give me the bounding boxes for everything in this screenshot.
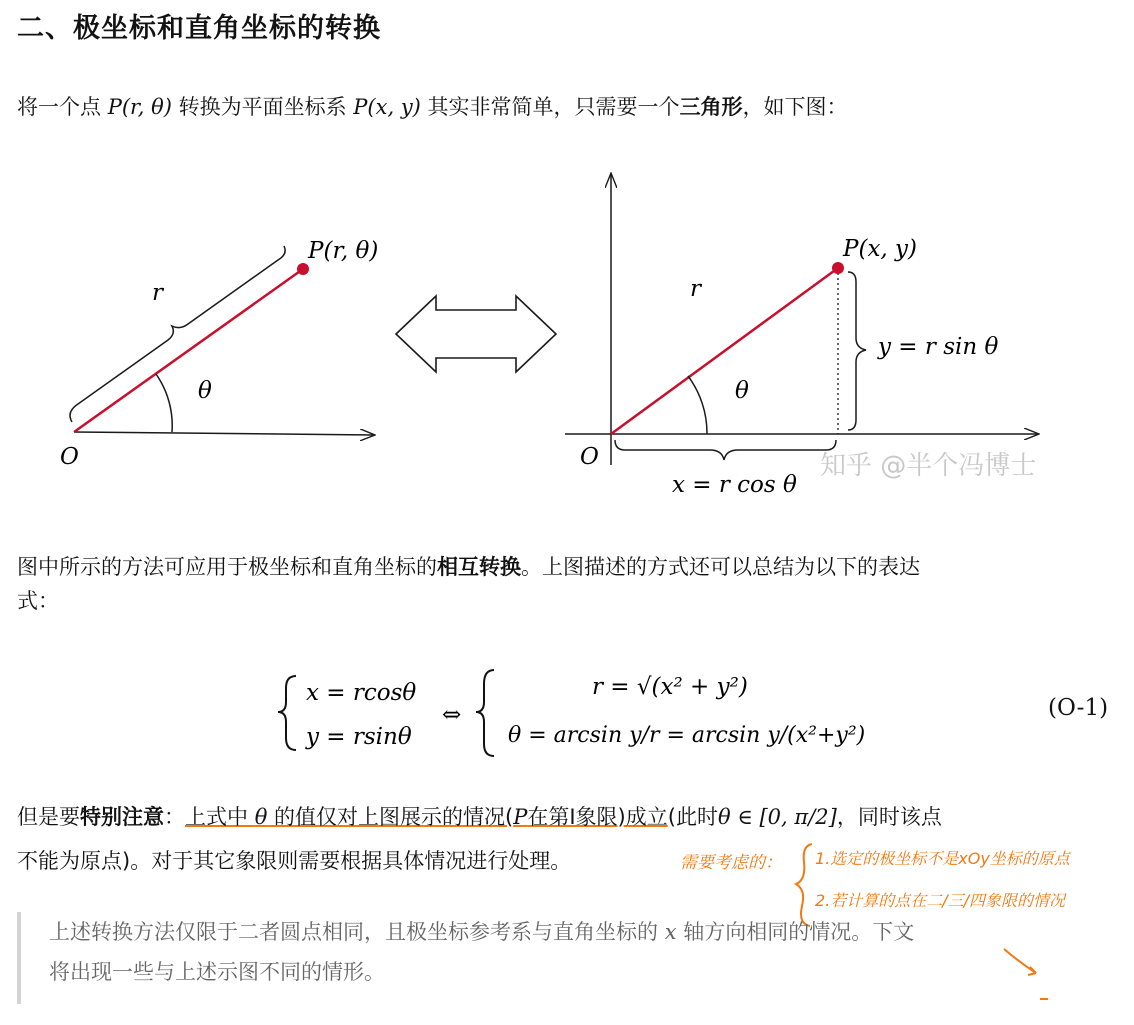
left-brace	[70, 246, 285, 422]
para2-text: 图中所示的方法可应用于极坐标和直角坐标的	[17, 555, 437, 579]
math-p: P	[513, 805, 528, 829]
math-polar-point: P(r, θ)	[107, 95, 172, 119]
para2-text: 。上图描述的方式还可以总结为以下的表达	[521, 555, 920, 579]
left-axis	[74, 432, 374, 435]
para3-text: ：	[164, 805, 185, 829]
left-theta-label: θ	[198, 378, 212, 404]
left-diagram	[60, 238, 378, 470]
quote-text: 上述转换方法仅限于二者圆点相同，且极坐标参考系与直角坐标的	[49, 920, 665, 944]
handwriting-title: 需要考虑的：	[680, 853, 782, 873]
para3-underlined: 在第I象限)成立	[527, 805, 668, 829]
eq-iff: ⇔	[442, 702, 462, 728]
right-r-label: r	[690, 276, 701, 302]
paragraph-2	[17, 550, 1117, 618]
para3-underlined: 的值仅对上图展示的情况(	[267, 805, 514, 829]
eq-left-1: x = rcosθ	[306, 680, 417, 706]
math-range: θ ∈ [0, π/2]	[717, 805, 837, 829]
paragraph-3-line-2: 不能为原点)。对于其它象限则需要根据具体情况进行处理。	[17, 849, 572, 873]
handwriting-item-1: 1.选定的极坐标不是xOy坐标的原点	[815, 849, 1070, 868]
left-point	[297, 263, 309, 275]
para3-text: ，同时该点	[836, 805, 942, 829]
equation-number: (O-1)	[1048, 695, 1109, 721]
double-arrow-icon	[396, 296, 556, 372]
equation-block	[276, 664, 886, 764]
left-radius-line	[74, 269, 303, 432]
math-x: x	[664, 920, 677, 944]
left-angle-arc	[156, 374, 172, 432]
underlined-note	[185, 805, 668, 829]
intro-text: 其实非常简单，只需要一个	[420, 95, 680, 119]
blockquote	[17, 912, 1117, 1004]
para2-text: 式：	[17, 589, 59, 613]
math-cartesian-point: P(x, y)	[353, 95, 421, 119]
left-origin-label: O	[60, 444, 79, 470]
eq-right-1: r = √(x² + y²)	[592, 674, 748, 700]
y-formula-label: y = r sin θ	[878, 334, 999, 360]
eq-right-2: θ = arcsin y/r = arcsin y/(x²+y²)	[508, 723, 866, 748]
paragraph-3	[17, 800, 1127, 834]
para3-text: 但是要	[17, 805, 80, 829]
section-heading: 二、极坐标和直角坐标的转换	[17, 13, 381, 44]
right-point	[832, 262, 844, 274]
para3-underlined: 上式中	[185, 805, 255, 829]
intro-paragraph	[17, 90, 848, 124]
right-radius-line	[611, 268, 838, 434]
left-brace	[278, 676, 296, 750]
intro-text: ，如下图：	[742, 95, 848, 119]
x-brace	[615, 440, 836, 460]
right-brace	[476, 670, 494, 756]
para2-bold: 相互转换	[437, 555, 521, 579]
conversion-figure	[0, 160, 1134, 510]
x-formula-label: x = r cos θ	[672, 472, 797, 498]
intro-text: 转换为平面坐标系	[171, 95, 354, 119]
right-angle-arc	[688, 376, 707, 434]
left-point-label: P(r, θ)	[308, 238, 379, 264]
left-r-label: r	[152, 280, 163, 306]
eq-left-2: y = rsinθ	[306, 724, 412, 750]
quote-text: 将出现一些与上述示图不同的情形。	[49, 960, 385, 984]
quote-text: 轴方向相同的情况。下文	[676, 920, 915, 944]
right-diagram	[565, 174, 1038, 498]
right-origin-label: O	[580, 444, 599, 470]
math-theta: θ	[254, 805, 268, 829]
right-theta-label: θ	[735, 378, 749, 404]
para3-text: (此时	[667, 805, 718, 829]
handwriting-item-2: 2.若计算的点在二/三/四象限的情况	[815, 891, 1066, 910]
intro-bold: 三角形	[679, 95, 743, 119]
intro-text: 将一个点	[17, 95, 108, 119]
y-brace	[848, 272, 866, 430]
right-point-label: P(x, y)	[843, 236, 918, 262]
para3-bold: 特别注意	[80, 805, 164, 829]
watermark: 知乎 @半个冯博士	[820, 451, 1037, 481]
